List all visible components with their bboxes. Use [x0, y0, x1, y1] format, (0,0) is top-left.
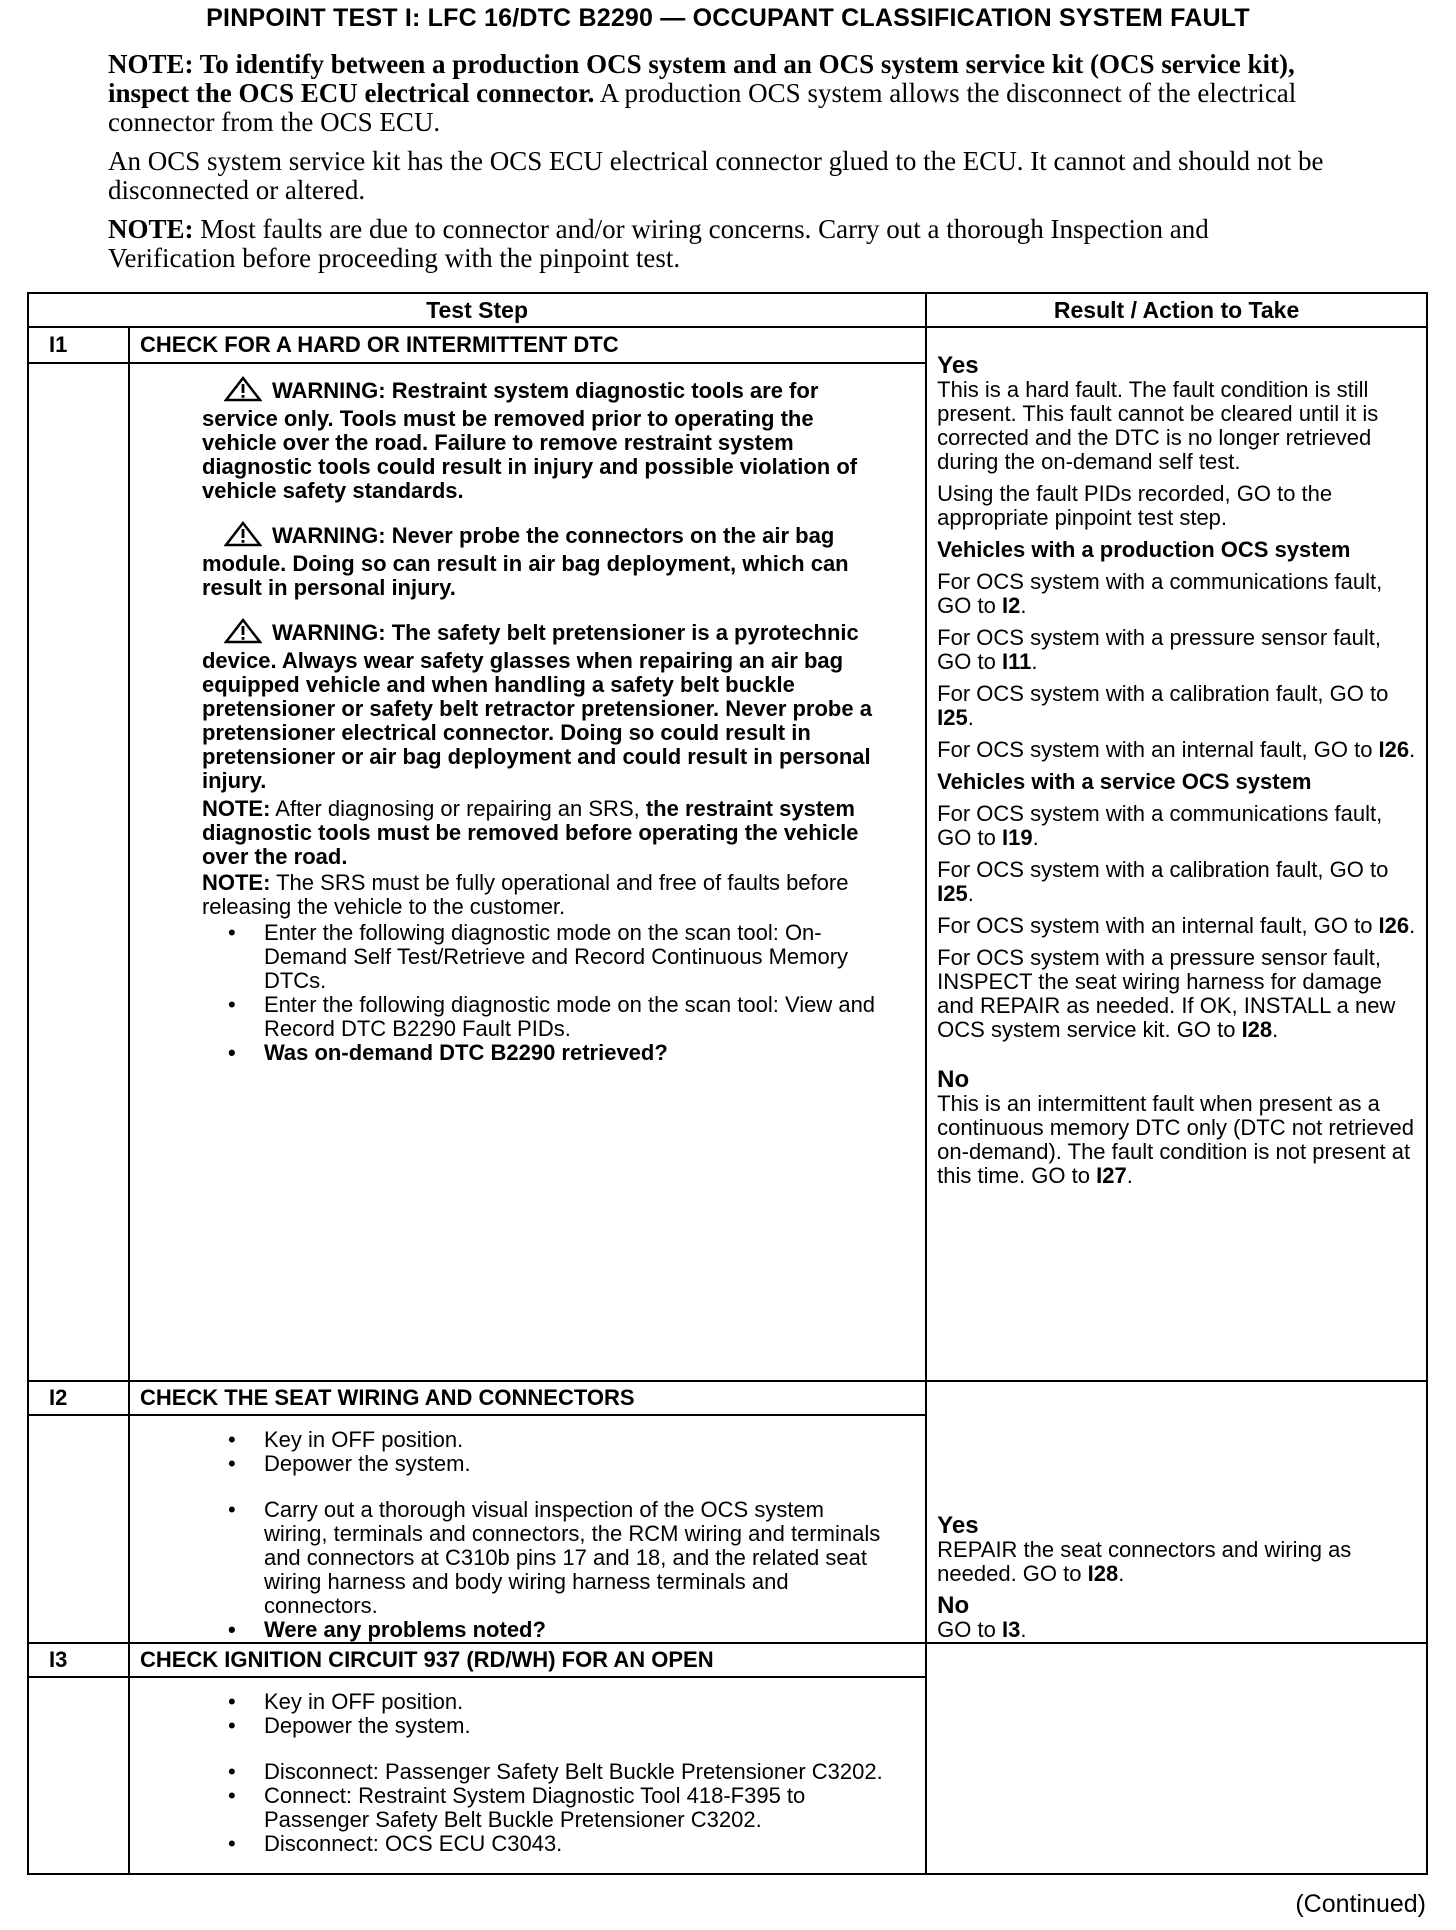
note-label: NOTE:	[201, 870, 271, 895]
warning-triangle-icon	[224, 618, 262, 649]
service-item: For OCS system with an internal fault, GO to I26.	[937, 913, 1416, 938]
step-bullets	[226, 921, 885, 1065]
production-item: For OCS system with a calibration fault, GO to I25.	[937, 681, 1389, 730]
step-id-spacer	[28, 363, 129, 1381]
warning	[202, 618, 885, 793]
intro-notes	[108, 50, 1328, 283]
step-link[interactable]: I3	[1001, 1617, 1021, 1642]
pids-text: Using the fault PIDs recorded, GO to the appropriate pinpoint test step.	[937, 481, 1333, 530]
no-label: No	[937, 1066, 970, 1093]
pinpoint-test-table	[27, 292, 1428, 1875]
intro-note-2-text: Most faults are due to connector and/or wiring concerns. Carry out a thorough Inspection and Verification before proceeding with the pinpoint test.	[108, 214, 1209, 273]
step-link[interactable]: I25	[937, 881, 968, 906]
col-header-test-step: Test Step	[28, 293, 926, 327]
no-label: No	[937, 1592, 970, 1619]
step-result-i2	[926, 1381, 1427, 1643]
step-link[interactable]: I11	[1001, 649, 1032, 674]
bullet-item: • Connect: Restraint System Diagnostic Tool 418-F395 to Passenger Safety Belt Buckle Pretensioner C3202.	[264, 1784, 885, 1832]
spacer	[226, 1738, 885, 1760]
step-link[interactable]: I2	[1001, 593, 1021, 618]
step-link[interactable]: I25	[937, 705, 968, 730]
production-label: Vehicles with a production OCS system	[937, 537, 1351, 562]
bullet-question: • Was on-demand DTC B2290 retrieved?	[264, 1041, 885, 1065]
step-id: I3	[28, 1643, 129, 1677]
bullet-item: • Enter the following diagnostic mode on the scan tool: On-Demand Self Test/Retrieve and Record Continuous Memory DTCs.	[264, 921, 885, 993]
bullet-item: • Key in OFF position.	[264, 1428, 885, 1452]
step-bullets	[226, 1760, 885, 1856]
step-id: I2	[28, 1381, 129, 1415]
intro-note-2	[108, 215, 1328, 273]
col-header-result: Result / Action to Take	[926, 293, 1427, 327]
bullet-question: • Were any problems noted?	[264, 1618, 885, 1642]
step-link[interactable]: I26	[1378, 737, 1410, 762]
note-label: NOTE:	[201, 796, 271, 821]
step-id: I1	[28, 327, 129, 363]
spacer	[226, 1476, 885, 1498]
step-link[interactable]: I28	[1241, 1017, 1273, 1042]
no-text: GO to I3.	[937, 1617, 1027, 1642]
service-item-text: For OCS system with a pressure sensor fault, INSPECT the seat wiring harness for damage and REPAIR as needed. If OK, INSTALL a new OCS system service kit. GO to	[937, 945, 1396, 1042]
bullet-item: • Carry out a thorough visual inspection of the OCS system wiring, terminals and connectors, the RCM wiring and terminals and connectors at C310b pins 17 and 18, and the related seat wiring harness and body wiring harness terminals and connectors.	[264, 1498, 885, 1618]
yes-label: Yes	[937, 1512, 979, 1539]
intro-note-2-label: NOTE:	[108, 214, 194, 244]
step-heading: CHECK FOR A HARD OR INTERMITTENT DTC	[129, 327, 926, 363]
intro-note-1	[108, 50, 1328, 137]
note-bold-text: the restraint system diagnostic tools must be removed before operating the vehicle over the road.	[201, 796, 859, 869]
step-link[interactable]: I28	[1087, 1561, 1119, 1586]
step-bullets	[226, 1498, 885, 1642]
bullet-item: • Depower the system.	[264, 1452, 885, 1476]
production-item-text: For OCS system with a communications fault, GO to	[937, 569, 1383, 618]
page-title: PINPOINT TEST I: LFC 16/DTC B2290 — OCCUPANT CLASSIFICATION SYSTEM FAULT	[206, 4, 1250, 32]
step-id-spacer	[28, 1677, 129, 1874]
continued-label: (Continued)	[1295, 1890, 1426, 1918]
yes-text: REPAIR the seat connectors and wiring as needed. GO to I28.	[937, 1537, 1352, 1586]
warning-text: WARNING: The safety belt pretensioner is a pyrotechnic device. Always wear safety glasses when repairing an air bag equipped vehicle and when handling a safety belt buckle pretensioner or safety belt retractor pretensioner. Never probe a pretensioner electrical connector. Doing so could result in pretensioner or air bag deployment and could result in personal injury.	[201, 620, 872, 793]
step-id-spacer	[28, 1415, 129, 1643]
production-item: For OCS system with a pressure sensor fault, GO to I11.	[937, 625, 1381, 674]
no-text-body: GO to	[937, 1617, 1002, 1642]
intro-note-1-bold: NOTE: To identify between a production OCS system and an OCS system service kit (OCS service kit), inspect the OCS ECU electrical connector.	[108, 49, 1295, 108]
step-link[interactable]: I19	[1001, 825, 1033, 850]
step-bullets	[226, 1428, 885, 1476]
bullet-item: • Disconnect: OCS ECU C3043.	[264, 1832, 885, 1856]
intro-paragraph-2: An OCS system service kit has the OCS ECU electrical connector glued to the ECU. It cannot and should not be disconnected or altered.	[108, 146, 1324, 205]
no-text: This is an intermittent fault when present as a continuous memory DTC only (DTC not retrieved on-demand). The fault condition is not present at this time. GO to I27.	[937, 1091, 1414, 1188]
step-result-i1	[926, 327, 1427, 1381]
service-item: For OCS system with a communications fault, GO to I19.	[937, 801, 1383, 850]
note	[202, 797, 885, 869]
step-heading: CHECK THE SEAT WIRING AND CONNECTORS	[129, 1381, 926, 1415]
step-body-i2	[129, 1415, 926, 1643]
step-link[interactable]: I27	[1096, 1163, 1127, 1188]
intro-note-1-rest: A production OCS system allows the disconnect of the electrical connector from the OCS ECU.	[108, 78, 1297, 137]
service-item-text: For OCS system with a calibration fault, GO to	[937, 857, 1389, 882]
step-result-i3	[926, 1643, 1427, 1874]
warning-text: WARNING: Never probe the connectors on the air bag module. Doing so can result in air bag deployment, which can result in personal injury.	[201, 523, 849, 600]
warning	[202, 376, 885, 503]
yes-text-body: REPAIR the seat connectors and wiring as needed. GO to	[937, 1537, 1352, 1586]
service-label: Vehicles with a service OCS system	[937, 769, 1312, 794]
bullet-item: • Enter the following diagnostic mode on the scan tool: View and Record DTC B2290 Fault PIDs.	[264, 993, 885, 1041]
service-item: For OCS system with a pressure sensor fault, INSPECT the seat wiring harness for damage and REPAIR as needed. If OK, INSTALL a new OCS system service kit. GO to I28.	[937, 945, 1396, 1042]
note-text: The SRS must be fully operational and free of faults before releasing the vehicle to the customer.	[201, 870, 849, 919]
production-item-text: For OCS system with an internal fault, GO to	[937, 737, 1379, 762]
note	[202, 871, 885, 919]
bullet-item: • Key in OFF position.	[264, 1690, 885, 1714]
warning	[202, 521, 885, 600]
bullet-item: • Disconnect: Passenger Safety Belt Buckle Pretensioner C3202.	[264, 1760, 885, 1784]
step-body-i1	[129, 363, 926, 1381]
warning-triangle-icon	[224, 521, 262, 552]
yes-label: Yes	[937, 352, 979, 379]
no-text-body: This is an intermittent fault when present as a continuous memory DTC only (DTC not retrieved on-demand). The fault condition is not present at this time. GO to	[937, 1091, 1414, 1188]
yes-text: This is a hard fault. The fault condition is still present. This fault cannot be cleared until it is corrected and the DTC is no longer retrieved during the on-demand self test.	[937, 377, 1379, 474]
service-item: For OCS system with a calibration fault, GO to I25.	[937, 857, 1389, 906]
production-item: For OCS system with an internal fault, GO to I26.	[937, 737, 1416, 762]
production-item-text: For OCS system with a pressure sensor fault, GO to	[937, 625, 1381, 674]
production-item: For OCS system with a communications fault, GO to I2.	[937, 569, 1383, 618]
step-heading: CHECK IGNITION CIRCUIT 937 (RD/WH) FOR AN OPEN	[129, 1643, 926, 1677]
step-bullets	[226, 1690, 885, 1738]
production-item-text: For OCS system with a calibration fault, GO to	[937, 681, 1389, 706]
step-body-i3	[129, 1677, 926, 1874]
step-link[interactable]: I26	[1378, 913, 1410, 938]
service-item-text: For OCS system with a communications fault, GO to	[937, 801, 1383, 850]
note-text: After diagnosing or repairing an SRS,	[270, 796, 646, 821]
service-item-text: For OCS system with an internal fault, GO to	[937, 913, 1379, 938]
bullet-item: • Depower the system.	[264, 1714, 885, 1738]
warning-triangle-icon	[224, 376, 262, 407]
warning-text: WARNING: Restraint system diagnostic tools are for service only. Tools must be removed prior to operating the vehicle over the road. Failure to remove restraint system diagnostic tools could result in injury and possible violation of vehicle safety standards.	[201, 378, 858, 503]
